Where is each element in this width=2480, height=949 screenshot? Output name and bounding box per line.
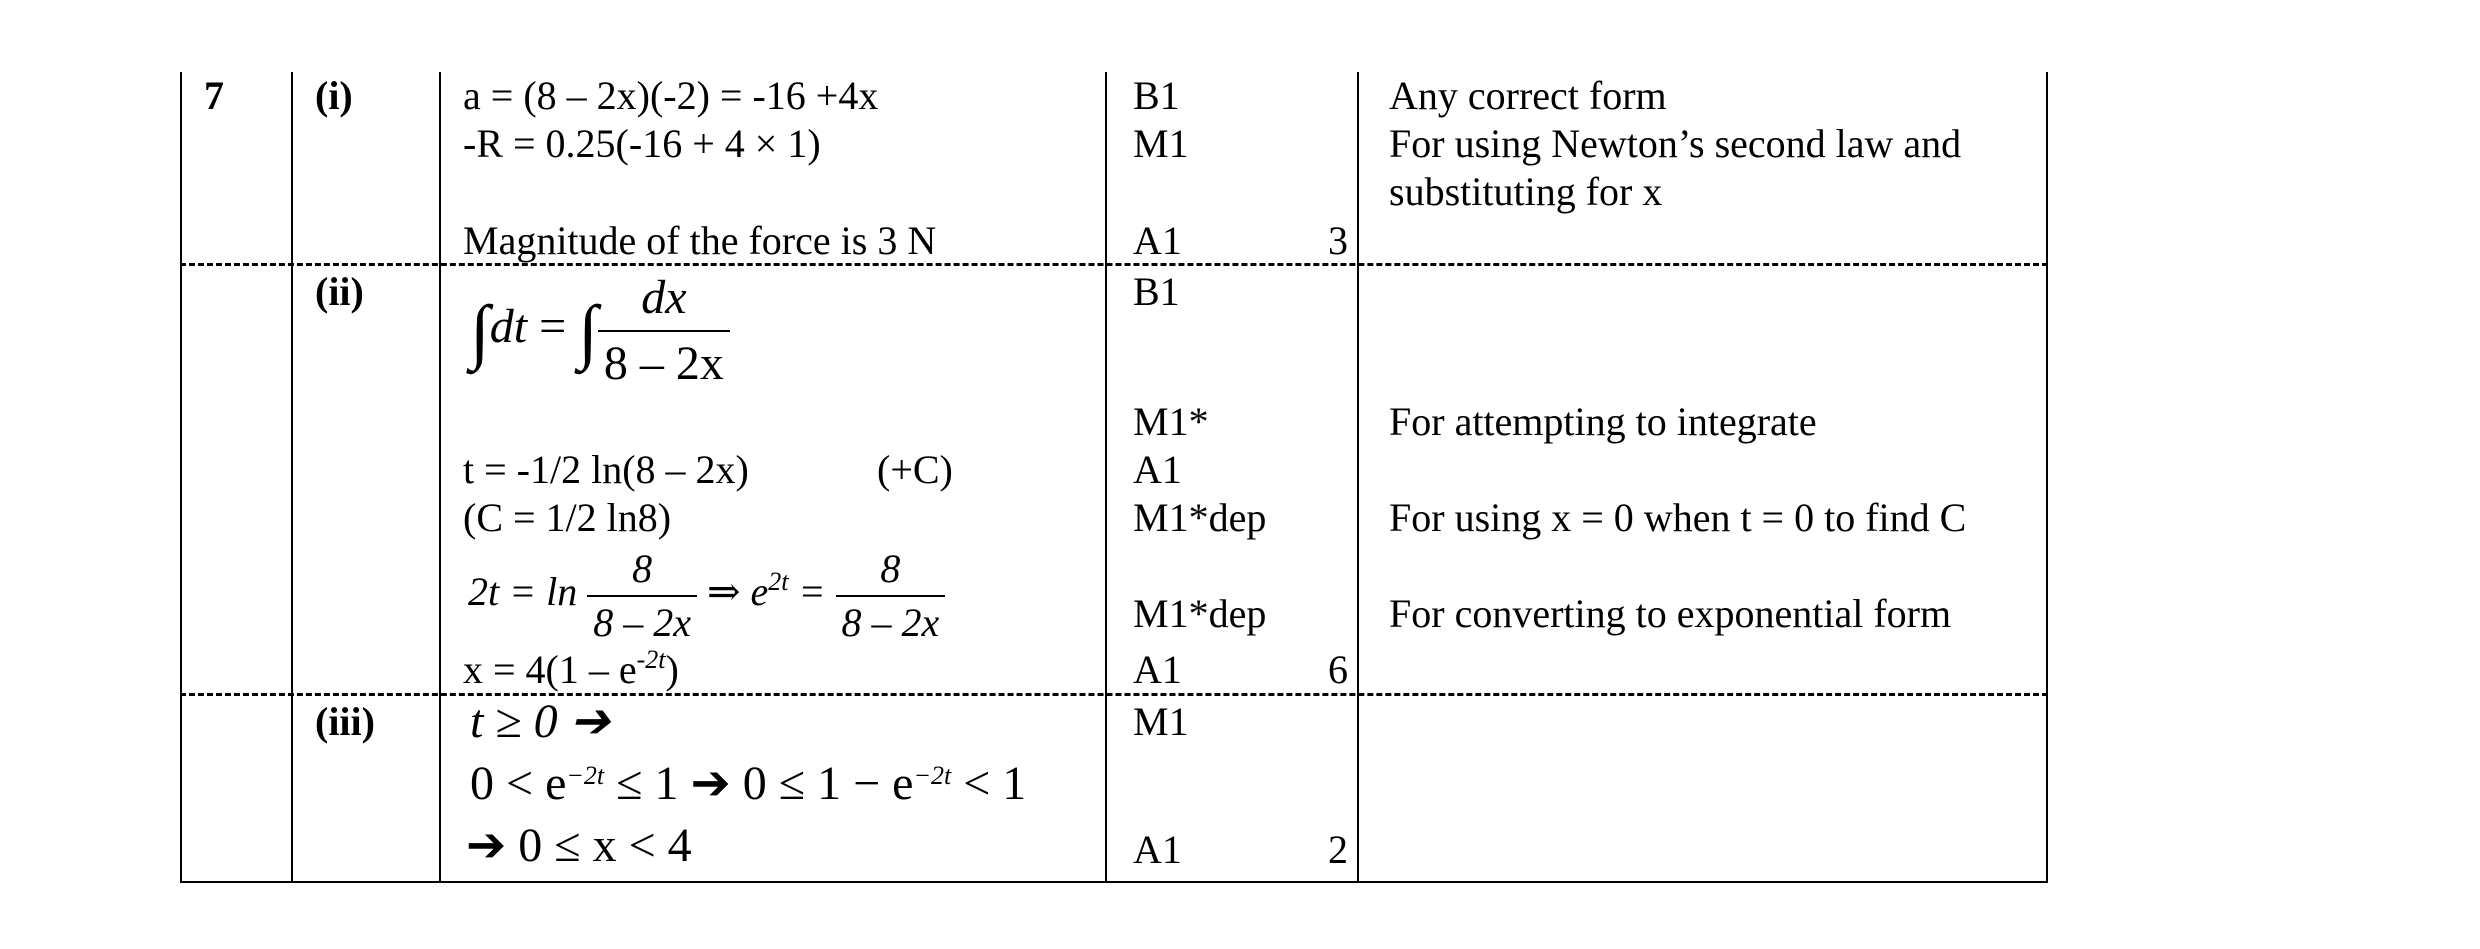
x-line-superscript: -2t xyxy=(636,645,666,674)
question-number: 7 xyxy=(204,73,224,118)
answer-line: (C = 1/2 ln8) xyxy=(463,495,672,540)
fraction-denominator: 8 – 2x xyxy=(836,595,946,647)
exp-superscript: 2t xyxy=(768,567,789,597)
row-divider xyxy=(180,263,2048,266)
table-border-left xyxy=(180,72,182,882)
integral-equation xyxy=(470,268,730,394)
mark-total: 2 xyxy=(1328,827,1348,872)
guidance-note: For using x = 0 when t = 0 to find C xyxy=(1389,495,1967,540)
mark-code: M1 xyxy=(1133,121,1189,166)
answer-line xyxy=(466,819,692,872)
fraction-denominator: 8 – 2x xyxy=(587,595,697,647)
column-divider xyxy=(1105,72,1107,882)
answer-line xyxy=(470,757,1027,810)
mark-code: B1 xyxy=(1133,73,1180,118)
answer-line: t = -1/2 ln(8 – 2x) xyxy=(463,447,749,492)
answer-line xyxy=(463,646,679,694)
guidance-note: For attempting to integrate xyxy=(1389,399,1817,444)
mark-total: 3 xyxy=(1328,218,1348,263)
fraction-numerator: 8 xyxy=(880,546,901,591)
iii-line-2c: < 1 xyxy=(951,757,1027,810)
iii-line-1: t ≥ 0 ➔ xyxy=(470,695,610,748)
x-line-start: x = 4(1 – e xyxy=(463,647,637,692)
mark-code: M1 xyxy=(1133,699,1189,744)
x-line-end: ) xyxy=(665,647,679,692)
integral-sign: ∫ xyxy=(470,291,490,371)
mark-code: M1*dep xyxy=(1133,495,1267,540)
mark-code: M1* xyxy=(1133,399,1209,444)
answer-line: Magnitude of the force is 3 N xyxy=(463,218,937,263)
part-label: (iii) xyxy=(315,699,375,744)
guidance-note: Any correct form xyxy=(1389,73,1667,118)
guidance-note: substituting for x xyxy=(1389,169,1663,214)
exp-lhs: 2t = ln xyxy=(468,569,578,615)
mark-code: A1 xyxy=(1133,827,1182,872)
answer-line: -R = 0.25(-16 + 4 × 1) xyxy=(463,121,821,166)
mark-code: M1*dep xyxy=(1133,591,1267,636)
part-label: (i) xyxy=(315,73,353,118)
implies-e: ⇒ e xyxy=(706,569,769,615)
part-label: (ii) xyxy=(315,269,364,314)
exponential-equation xyxy=(468,545,945,647)
iii-line-2a: 0 < e xyxy=(470,757,567,810)
mark-total: 6 xyxy=(1328,647,1348,692)
answer-line: (+C) xyxy=(877,447,953,492)
iii-line-3: ➔ 0 ≤ x < 4 xyxy=(466,819,692,872)
exp-fraction-1 xyxy=(587,545,697,647)
iii-superscript: −2t xyxy=(913,761,952,790)
integral-lhs: dt xyxy=(489,300,528,354)
column-divider xyxy=(291,72,293,882)
mark-code: B1 xyxy=(1133,269,1180,314)
iii-superscript: −2t xyxy=(566,761,605,790)
guidance-note: For using Newton’s second law and xyxy=(1389,121,1962,166)
table-border-right xyxy=(2046,72,2048,882)
row-divider xyxy=(180,693,2048,696)
mark-code: A1 xyxy=(1133,218,1182,263)
integral-fraction xyxy=(598,268,730,394)
iii-line-2b: ≤ 1 ➔ 0 ≤ 1 − e xyxy=(604,757,914,810)
fraction-numerator: dx xyxy=(641,271,687,324)
equals-sign: = xyxy=(798,569,826,615)
mark-code: A1 xyxy=(1133,447,1182,492)
equals-sign: = xyxy=(539,300,567,354)
guidance-note: For converting to exponential form xyxy=(1389,591,1952,636)
answer-line: a = (8 – 2x)(-2) = -16 +4x xyxy=(463,73,879,118)
fraction-denominator: 8 – 2x xyxy=(598,330,730,394)
table-border-bottom xyxy=(180,881,2048,883)
column-divider xyxy=(439,72,441,882)
fraction-numerator: 8 xyxy=(632,546,653,591)
column-divider xyxy=(1357,72,1359,882)
answer-line xyxy=(470,695,610,748)
integral-sign: ∫ xyxy=(578,291,598,371)
mark-code: A1 xyxy=(1133,647,1182,692)
exp-fraction-2 xyxy=(836,545,946,647)
